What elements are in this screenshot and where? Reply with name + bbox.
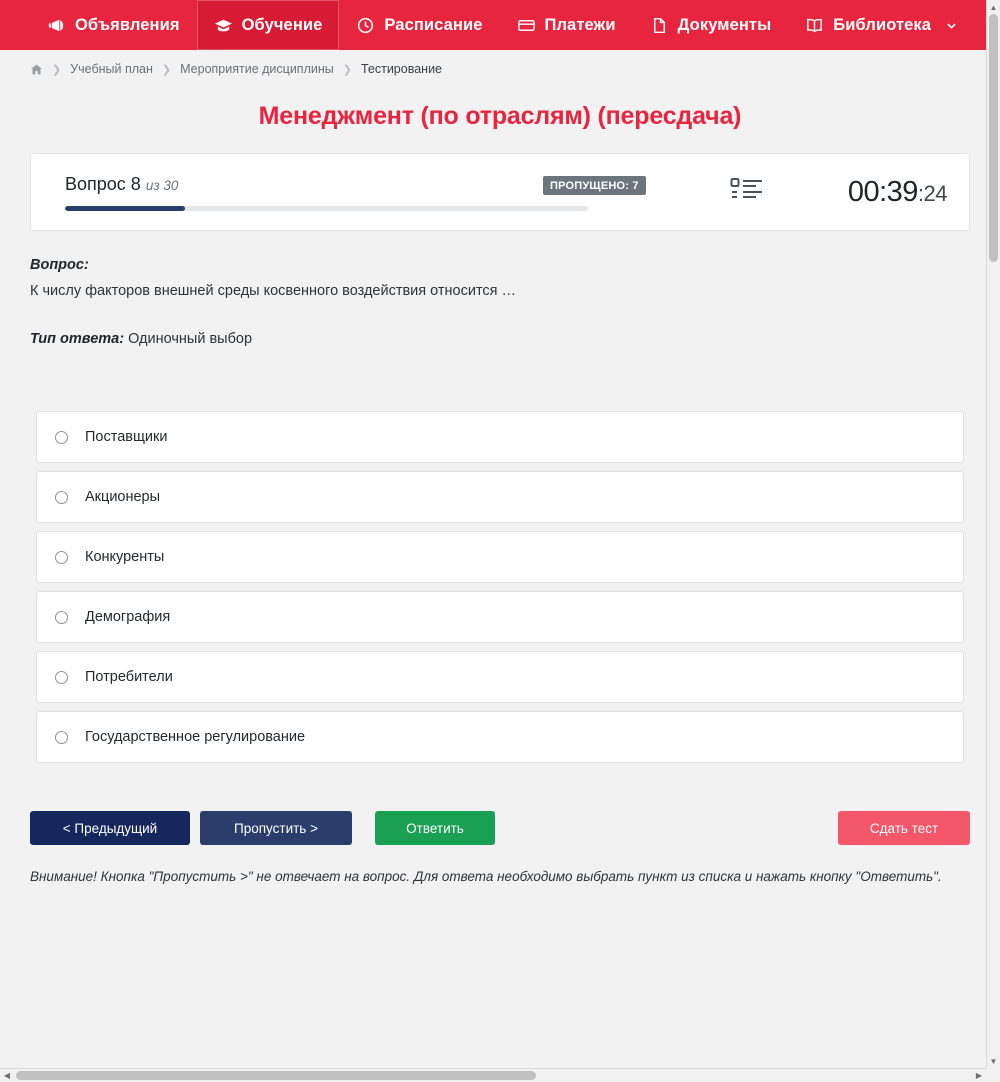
answer-type-value: Одиночный выбор — [128, 331, 253, 347]
radio-button[interactable] — [55, 431, 68, 444]
breadcrumb-item-testing: Тестирование — [360, 62, 443, 76]
radio-button[interactable] — [55, 611, 68, 624]
nav-label: Библиотека — [833, 15, 932, 34]
nav-label: Расписание — [384, 15, 483, 34]
answer-type-block — [30, 331, 970, 347]
credit-card-icon — [517, 16, 536, 35]
nav-item-library[interactable] — [788, 0, 974, 50]
radio-button[interactable] — [55, 491, 68, 504]
megaphone-icon — [47, 16, 66, 35]
answer-type-label: Тип ответа: — [30, 331, 125, 347]
question-total: из 30 — [145, 177, 179, 193]
graduation-cap-icon — [214, 16, 233, 35]
question-list-button[interactable] — [646, 177, 848, 208]
breadcrumb-separator: ❯ — [342, 63, 352, 76]
scrollbar-corner — [986, 1068, 1000, 1082]
status-badge-skipped: ПРОПУЩЕНО: 7 — [543, 176, 646, 195]
radio-button[interactable] — [55, 671, 68, 684]
skip-question-button[interactable]: Пропустить > — [200, 811, 352, 845]
radio-button[interactable] — [55, 551, 68, 564]
vertical-scrollbar-thumb[interactable] — [989, 14, 998, 262]
option-row[interactable] — [36, 411, 964, 463]
breadcrumb-separator: ❯ — [161, 63, 172, 76]
progress-bar — [65, 206, 588, 211]
option-row[interactable] — [36, 591, 964, 643]
question-block — [30, 257, 970, 299]
nav-item-announcements[interactable] — [30, 0, 197, 50]
chevron-down-icon[interactable] — [946, 20, 957, 31]
timer — [848, 176, 947, 209]
document-icon — [650, 16, 669, 35]
list-icon — [730, 177, 764, 208]
nav-item-payments[interactable] — [500, 0, 633, 50]
breadcrumb-separator: ❯ — [52, 63, 62, 76]
horizontal-scrollbar[interactable] — [0, 1068, 1000, 1082]
answer-button[interactable]: Ответить — [375, 811, 495, 845]
scroll-down-arrow-icon[interactable]: ▼ — [989, 1056, 998, 1066]
scroll-left-arrow-icon[interactable]: ◀ — [3, 1071, 11, 1080]
radio-button[interactable] — [55, 731, 68, 744]
action-buttons — [30, 811, 970, 845]
option-row[interactable] — [36, 651, 964, 703]
timer-seconds: :24 — [917, 180, 947, 206]
option-row[interactable] — [36, 471, 964, 523]
warning-notice: Внимание! Кнопка "Пропустить >" не отвечает на вопрос. Для ответа необходимо выбрать пункт из списка и нажать кнопку "Ответить". — [30, 869, 942, 884]
breadcrumb-item-discipline-event[interactable]: Мероприятие дисциплины — [180, 62, 334, 76]
quiz-header-card — [30, 153, 970, 231]
option-row[interactable] — [36, 711, 964, 763]
nav-item-education[interactable] — [197, 0, 340, 50]
main-navigation — [0, 0, 1000, 50]
option-label: Демография — [85, 609, 171, 625]
vertical-scrollbar[interactable] — [986, 0, 1000, 1068]
page-title: Менеджмент (по отраслям) (пересдача) — [258, 102, 742, 130]
question-counter — [65, 174, 605, 195]
option-label: Государственное регулирование — [85, 729, 306, 745]
scroll-up-arrow-icon[interactable]: ▲ — [989, 2, 998, 12]
question-label: Вопрос: — [30, 257, 89, 273]
option-row[interactable] — [36, 531, 964, 583]
option-label: Акционеры — [85, 489, 161, 505]
previous-question-button[interactable]: < Предыдущий — [30, 811, 190, 845]
submit-test-button[interactable]: Сдать тест — [838, 811, 970, 845]
option-label: Потребители — [85, 669, 173, 685]
home-icon[interactable] — [30, 63, 43, 76]
option-label: Поставщики — [85, 429, 168, 445]
nav-label: Платежи — [544, 15, 616, 34]
nav-label: Обучение — [241, 15, 323, 34]
question-progress-area — [65, 174, 605, 211]
question-text: К числу факторов внешней среды косвенного воздействия относится … — [30, 283, 517, 299]
answer-options — [30, 411, 970, 763]
horizontal-scrollbar-thumb[interactable] — [16, 1071, 536, 1080]
timer-minutes: 00:39 — [847, 175, 918, 208]
option-label: Конкуренты — [85, 549, 165, 565]
progress-bar-fill — [65, 206, 185, 211]
question-body — [0, 257, 1000, 763]
nav-label: Документы — [677, 15, 772, 34]
book-icon — [805, 16, 824, 35]
breadcrumb-item-curriculum[interactable]: Учебный план — [70, 62, 153, 76]
question-number: Вопрос 8 — [65, 173, 141, 194]
nav-label: Объявления — [75, 15, 180, 34]
breadcrumb — [0, 50, 1000, 84]
nav-item-schedule[interactable] — [339, 0, 499, 50]
scroll-right-arrow-icon[interactable]: ▶ — [975, 1071, 983, 1080]
nav-item-documents[interactable] — [633, 0, 789, 50]
clock-icon — [356, 16, 375, 35]
